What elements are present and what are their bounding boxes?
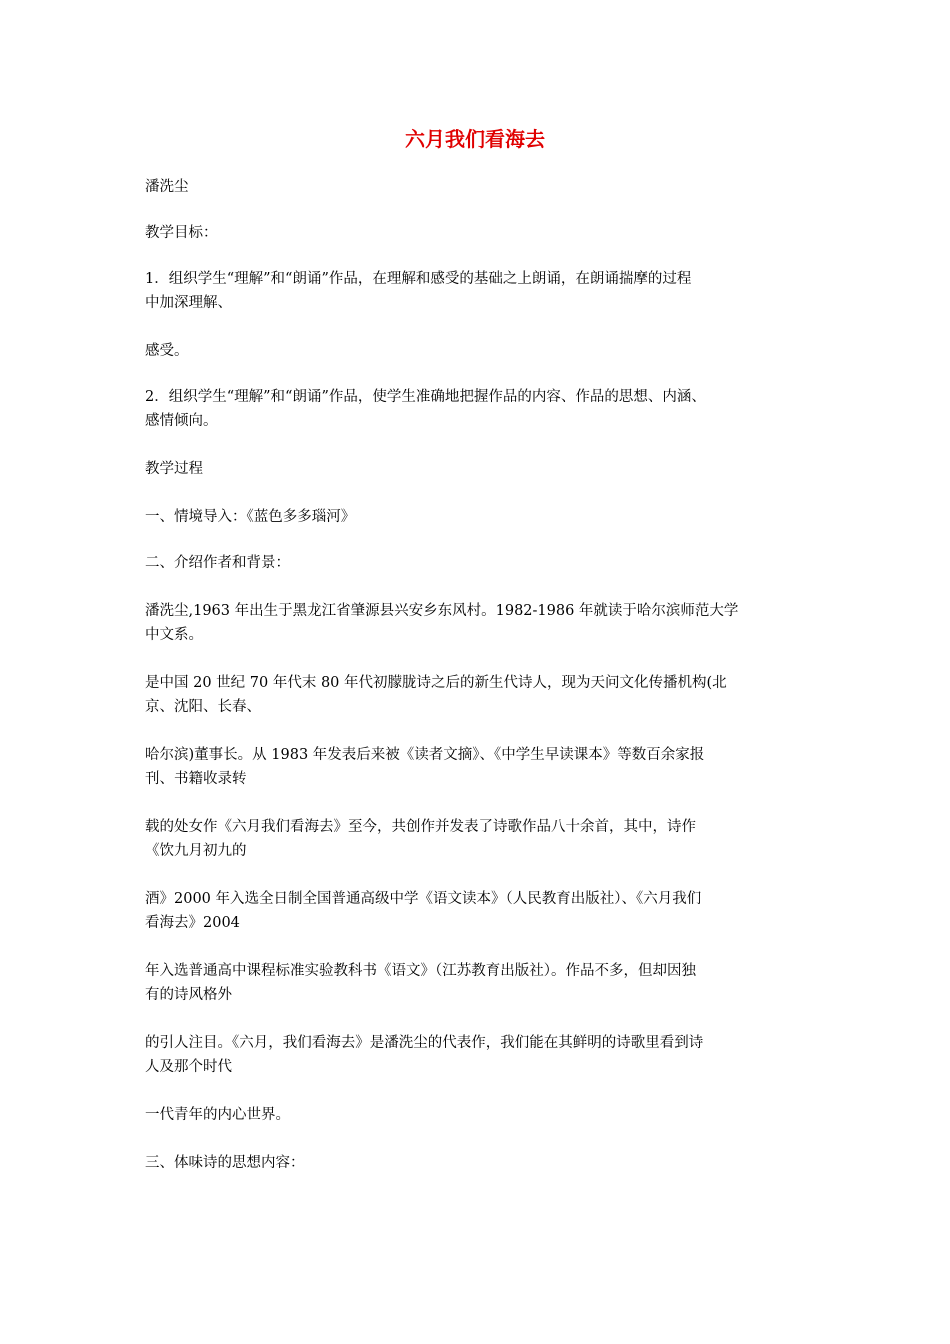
goals-heading: 教学目标：: [145, 225, 218, 241]
bio-2-line-2: 京、沈阳、长春、: [145, 699, 261, 715]
goal-2-line-2: 感情倾向。: [145, 413, 218, 429]
step-3: 三、体味诗的思想内容：: [145, 1155, 305, 1171]
bio-1-line-2: 中文系。: [145, 627, 203, 643]
bio-5-line-2: 看海去》2004: [145, 915, 240, 931]
bio-paragraph-7: [145, 1031, 820, 1079]
bio-4-line-1: 载的处女作《六月我们看海去》至今，共创作并发表了诗歌作品八十余首，其中，诗作: [145, 819, 696, 835]
bio-2-line-1: 是中国 20 世纪 70 年代末 80 年代初朦胧诗之后的新生代诗人，现为天问文化传播机构(北: [145, 675, 727, 691]
bio-3-line-2: 刊、书籍收录转: [145, 771, 247, 787]
goal-1: [145, 267, 820, 315]
bio-paragraph-5: [145, 887, 820, 935]
bio-paragraph-1: [145, 599, 820, 647]
bio-paragraph-8: 一代青年的内心世界。: [145, 1107, 290, 1123]
bio-paragraph-6: [145, 959, 820, 1007]
bio-1-line-1: 潘洗尘,1963 年出生于黑龙江省肇源县兴安乡东风村。1982-1986 年就读于哈尔滨师范大学: [145, 603, 739, 619]
step-2: 二、介绍作者和背景：: [145, 555, 290, 571]
step-1: 一、情境导入：《蓝色多多瑙河》: [145, 509, 356, 525]
bio-4-line-2: 《饮九月初九的: [145, 843, 247, 859]
goal-2: [145, 385, 820, 433]
bio-paragraph-2: [145, 671, 820, 719]
author-line: 潘洗尘: [145, 179, 189, 195]
bio-7-line-1: 的引人注目。《六月，我们看海去》是潘洗尘的代表作，我们能在其鲜明的诗歌里看到诗: [145, 1035, 704, 1051]
bio-6-line-1: 年入选普通高中课程标准实验教科书《语文》（江苏教育出版社）。作品不多，但却因独: [145, 963, 696, 979]
document-title: 六月我们看海去: [405, 127, 545, 151]
bio-paragraph-4: [145, 815, 820, 863]
bio-paragraph-3: [145, 743, 820, 791]
bio-3-line-1: 哈尔滨)董事长。从 1983 年发表后来被《读者文摘》、《中学生早读课本》等数百余家报: [145, 747, 705, 763]
goal-1-line-1: 1．组织学生“理解”和“朗诵”作品，在理解和感受的基础之上朗诵，在朗诵揣摩的过程: [145, 271, 692, 287]
bio-6-line-2: 有的诗风格外: [145, 987, 232, 1003]
bio-5-line-1: 酒》2000 年入选全日制全国普通高级中学《语文读本》（人民教育出版社）、《六月我们: [145, 891, 702, 907]
bio-7-line-2: 人及那个时代: [145, 1059, 232, 1075]
process-heading: 教学过程: [145, 461, 203, 477]
goal-1-continued: 感受。: [145, 343, 189, 359]
goal-1-line-2: 中加深理解、: [145, 295, 232, 311]
goal-2-line-1: 2．组织学生“理解”和“朗诵”作品，使学生准确地把握作品的内容、作品的思想、内涵、: [145, 389, 706, 405]
